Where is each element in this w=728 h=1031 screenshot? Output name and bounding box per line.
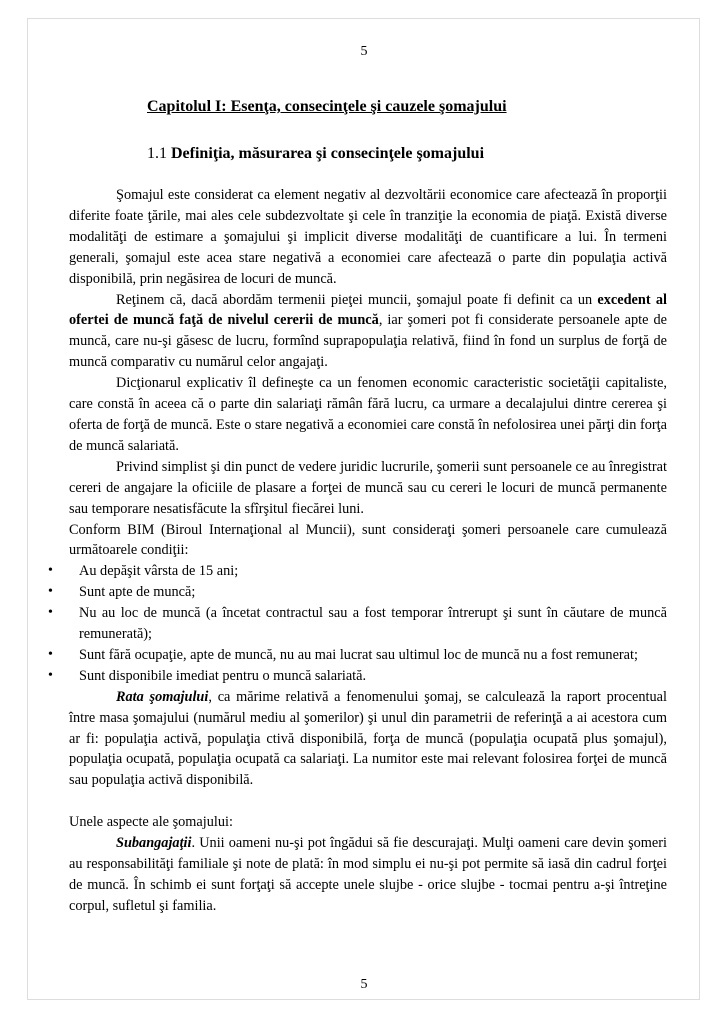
paragraph-6-text: , ca mărime relativă a fenomenului şomaj, se calculează la raport procentual între masa şomajului (numărul mediu al şomerilor) şi unul din parametrii de referinţă a ai acestora cum ar fi: populaţia activă, populaţia ctivă disponibilă, forţa de muncă (populaţia ocupată plus şomajul), populaţia ocupată, populaţia ocupată ca salariaţi. La numitor este mai relevant folosirea forţei de muncă sau populaţia activă disponibilă. [69, 688, 667, 789]
page-number-bottom: 5 [360, 977, 368, 992]
list-item [48, 666, 667, 687]
paragraph-8-text: . Unii oameni nu-şi pot îngădui să fie descurajaţi. Mulţi oameni care devin şomeri au responsabilităţi familiale şi note de plată: în mod simplu ei nu-şi pot permite să iasă din cadrul forţei de muncă. În schimb ei sunt forţaţi să accepte unele slujbe - orice slujbe - tocmai pentru a-şi întreţine corpul, sufletul şi familia. [69, 835, 667, 914]
paragraph-2-emphasis: excedent al ofertei de muncă faţă de nivelul cererii de muncă [69, 291, 668, 329]
body-text [48, 185, 668, 917]
list-item-text: Sunt disponibile imediat pentru o muncă salariată. [79, 667, 367, 684]
paragraph-8-term: Subangajaţii [116, 835, 192, 852]
paragraph-6-term: Rata şomajului [116, 688, 209, 705]
list-item [48, 645, 667, 666]
list-item [48, 561, 667, 582]
bullet-icon: • [48, 605, 53, 621]
paragraph-4: Privind simplist şi din punct de vedere juridic lucrurile, şomerii sunt persoanele ce au înregistrat cereri de angajare la oficiile de plasare a forţei de muncă sau cu cereri le locuri de muncă permanente sau temporare nesatisfăcute la sfîrşitul fiecărei luni. [69, 458, 667, 517]
list-item-text: Sunt apte de muncă; [79, 584, 196, 601]
list-item [48, 603, 667, 645]
bullet-icon: • [48, 667, 53, 683]
bullet-icon: • [48, 584, 53, 600]
paragraph-6 [69, 687, 667, 792]
list-item-text: Au depăşit vârsta de 15 ani; [79, 563, 239, 580]
section-title: Definiţia, măsurarea şi consecinţele şomajului [171, 145, 485, 162]
blank-line [69, 791, 667, 812]
paragraph-2 [69, 290, 667, 374]
bullet-icon: • [48, 563, 53, 579]
section-heading [147, 145, 484, 163]
conditions-list [48, 561, 667, 686]
paragraph-2-text-b: , iar şomeri pot fi considerate persoanele apte de muncă, care nu-şi găsesc de lucru, formînd suprapopulaţia relativă, fiind în fond un surplus de forţă de muncă comparativ cu numărul celor angajaţi. [69, 312, 667, 371]
paragraph-1: Şomajul este considerat ca element negativ al dezvoltării economice care afectează în proporţii diferite foate ţările, mai ales cele subdezvoltate şi cele în tranziţie la economia de piaţă. Există diverse modalităţi de estimare a şomajului şi implicit diverse modalităţi de cuantificare a lui. În termeni generali, şomajul este acea stare negativă a economiei care afectează o parte din populaţia activă disponibilă, prin negăsirea de locuri de muncă. [69, 187, 667, 287]
paragraph-3: Dicţionarul explicativ îl defineşte ca un fenomen economic caracteristic societăţii capitaliste, care constă în aceea că o parte din salariaţi rămân fără lucru, ca urmare a decalajului dintre cererea şi oferta de forţă de muncă. Este o stare negativă a economiei care constă în nefolosirea unei părţi din forţa de muncă salariată. [69, 375, 667, 454]
paragraph-5: Conform BIM (Biroul Internaţional al Muncii), sunt consideraţi şomeri persoanele care cumulează următoarele condiţii: [69, 521, 667, 559]
list-item-text: Nu au loc de muncă (a încetat contractul sau a fost temporar întrerupt şi sunt în căutare de muncă remunerată); [79, 605, 667, 643]
page-number-top: 5 [360, 44, 368, 59]
paragraph-8 [69, 833, 667, 917]
paragraph-2-text-a: Reţinem că, dacă abordăm termenii pieţei muncii, şomajul poate fi definit ca un [116, 291, 593, 308]
chapter-title: Capitolul I: Esenţa, consecinţele şi cauzele şomajului [147, 98, 507, 115]
list-item [48, 582, 667, 603]
section-number: 1.1 [147, 145, 167, 162]
bullet-icon: • [48, 646, 53, 662]
paragraph-7: Unele aspecte ale şomajului: [69, 814, 233, 831]
list-item-text: Sunt fără ocupaţie, apte de muncă, nu au mai lucrat sau ultimul loc de muncă nu a fost remunerat; [79, 646, 638, 663]
